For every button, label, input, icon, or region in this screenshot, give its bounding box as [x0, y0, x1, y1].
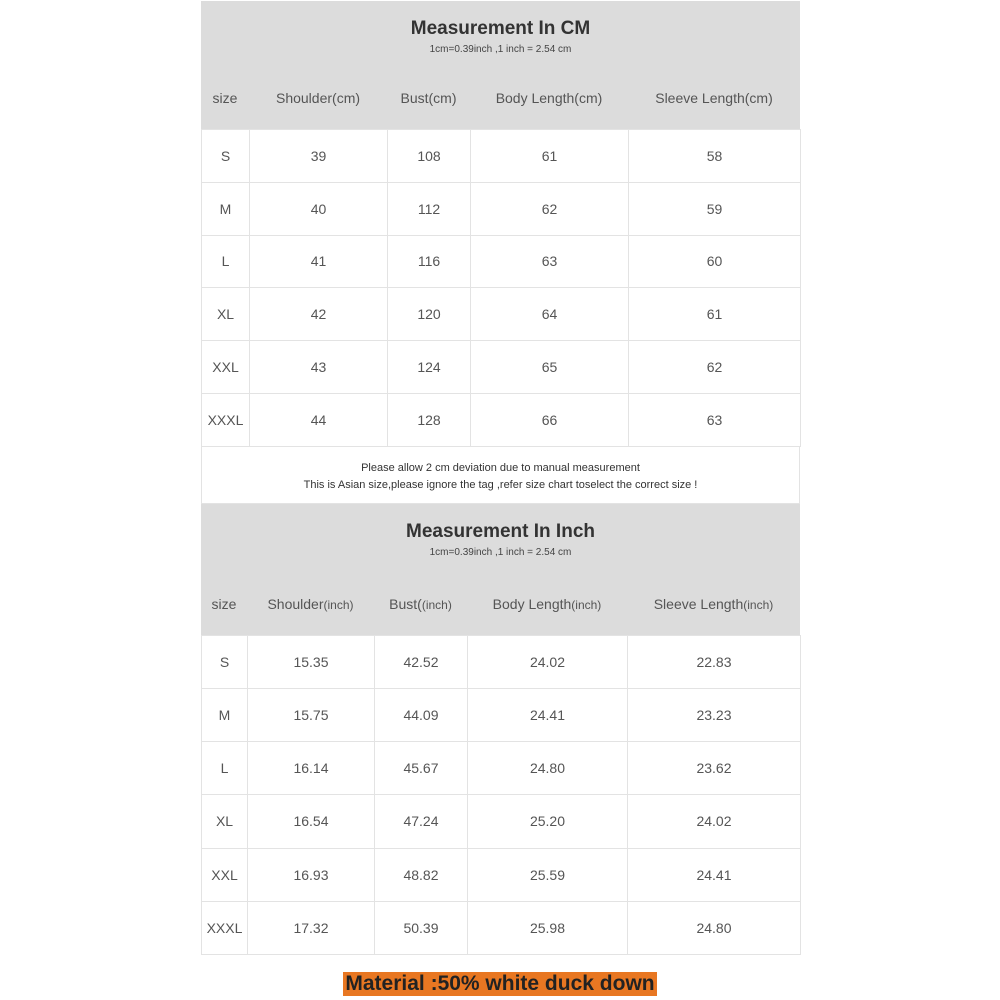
column-header-bust — [374, 576, 467, 632]
value-cell: 16.54 — [248, 795, 375, 848]
table-row — [202, 795, 801, 848]
value-cell: 60 — [629, 235, 801, 288]
cm-measurement-table — [201, 1, 800, 504]
column-header-body-length — [467, 576, 627, 632]
value-cell: 44.09 — [375, 688, 468, 741]
table-row — [202, 848, 801, 901]
table-row — [202, 130, 801, 183]
cm-table-subtitle: 1cm=0.39inch ,1 inch = 2.54 cm — [429, 44, 572, 55]
cm-column-headers — [201, 70, 800, 126]
value-cell: 63 — [471, 235, 629, 288]
column-header-size: size — [212, 90, 238, 106]
value-cell: 112 — [388, 182, 471, 235]
value-cell: 43 — [250, 341, 388, 394]
value-cell: 17.32 — [248, 901, 375, 954]
size-cell: S — [202, 130, 250, 183]
size-cell: XXXL — [202, 901, 248, 954]
column-header-sleeve-length — [627, 576, 800, 632]
table-row — [202, 288, 801, 341]
size-cell: XXXL — [202, 393, 250, 446]
body-length-label: Body Length — [492, 595, 572, 612]
column-header-body-length: Body Length(cm) — [495, 90, 603, 106]
value-cell: 124 — [388, 341, 471, 394]
column-header-shoulder: Shoulder(cm) — [275, 90, 361, 106]
value-cell: 116 — [388, 235, 471, 288]
inch-measurement-table — [201, 504, 800, 955]
bust-unit: (inch) — [421, 597, 452, 612]
value-cell: 41 — [250, 235, 388, 288]
value-cell: 25.59 — [468, 848, 628, 901]
value-cell: 24.80 — [628, 901, 801, 954]
value-cell: 48.82 — [375, 848, 468, 901]
value-cell: 62 — [629, 341, 801, 394]
inch-column-headers — [201, 576, 800, 632]
bust-label: Bust( — [389, 595, 422, 612]
value-cell: 66 — [471, 393, 629, 446]
value-cell: 59 — [629, 182, 801, 235]
cm-table-header — [201, 1, 800, 129]
value-cell: 120 — [388, 288, 471, 341]
size-chart — [201, 1, 800, 955]
value-cell: 62 — [471, 182, 629, 235]
value-cell: 108 — [388, 130, 471, 183]
size-cell: S — [202, 635, 248, 688]
value-cell: 22.83 — [628, 635, 801, 688]
value-cell: 24.02 — [628, 795, 801, 848]
table-row — [202, 688, 801, 741]
size-cell: M — [202, 182, 250, 235]
body-length-unit: (inch) — [571, 597, 602, 612]
shoulder-unit: (inch) — [323, 597, 354, 612]
size-cell: XL — [202, 288, 250, 341]
value-cell: 45.67 — [375, 742, 468, 795]
value-cell: 61 — [629, 288, 801, 341]
column-header-size: size — [211, 595, 237, 612]
inch-table-subtitle: 1cm=0.39inch ,1 inch = 2.54 cm — [429, 546, 572, 558]
shoulder-label: Shoulder — [267, 595, 324, 612]
value-cell: 40 — [250, 182, 388, 235]
value-cell: 42 — [250, 288, 388, 341]
value-cell: 39 — [250, 130, 388, 183]
material-label: Material :50% white duck down — [345, 972, 655, 995]
value-cell: 25.20 — [468, 795, 628, 848]
value-cell: 63 — [629, 393, 801, 446]
size-cell: L — [202, 742, 248, 795]
size-cell: XXL — [202, 848, 248, 901]
cm-table-title: Measurement In CM — [410, 18, 591, 39]
value-cell: 24.41 — [468, 688, 628, 741]
value-cell: 47.24 — [375, 795, 468, 848]
value-cell: 58 — [629, 130, 801, 183]
table-row — [202, 182, 801, 235]
inch-table-title: Measurement In Inch — [406, 520, 595, 542]
table-row — [202, 393, 801, 446]
value-cell: 23.62 — [628, 742, 801, 795]
table-row — [202, 635, 801, 688]
inch-table-header — [201, 504, 800, 635]
size-cell: XL — [202, 795, 248, 848]
value-cell: 50.39 — [375, 901, 468, 954]
value-cell: 15.75 — [248, 688, 375, 741]
inch-data-table — [201, 635, 801, 955]
table-row — [202, 901, 801, 954]
value-cell: 42.52 — [375, 635, 468, 688]
table-row — [202, 235, 801, 288]
size-cell: XXL — [202, 341, 250, 394]
cm-data-table — [201, 129, 801, 447]
sleeve-length-label: Sleeve Length — [653, 595, 744, 612]
size-cell: M — [202, 688, 248, 741]
column-header-bust: Bust(cm) — [400, 90, 457, 106]
value-cell: 64 — [471, 288, 629, 341]
column-header-shoulder — [247, 576, 374, 632]
deviation-note: Please allow 2 cm deviation due to manual measurement — [361, 461, 640, 474]
value-cell: 24.80 — [468, 742, 628, 795]
column-header-sleeve-length: Sleeve Length(cm) — [655, 90, 773, 106]
sleeve-length-unit: (inch) — [743, 597, 774, 612]
value-cell: 16.93 — [248, 848, 375, 901]
value-cell: 16.14 — [248, 742, 375, 795]
asian-size-note: This is Asian size,please ignore the tag ,refer size chart toselect the correct size ! — [303, 478, 698, 491]
material-banner — [0, 972, 1000, 996]
size-cell: L — [202, 235, 250, 288]
table-row — [202, 341, 801, 394]
value-cell: 23.23 — [628, 688, 801, 741]
value-cell: 25.98 — [468, 901, 628, 954]
value-cell: 44 — [250, 393, 388, 446]
value-cell: 24.02 — [468, 635, 628, 688]
value-cell: 61 — [471, 130, 629, 183]
cm-table-note — [201, 447, 800, 504]
value-cell: 128 — [388, 393, 471, 446]
value-cell: 24.41 — [628, 848, 801, 901]
value-cell: 65 — [471, 341, 629, 394]
value-cell: 15.35 — [248, 635, 375, 688]
table-row — [202, 742, 801, 795]
